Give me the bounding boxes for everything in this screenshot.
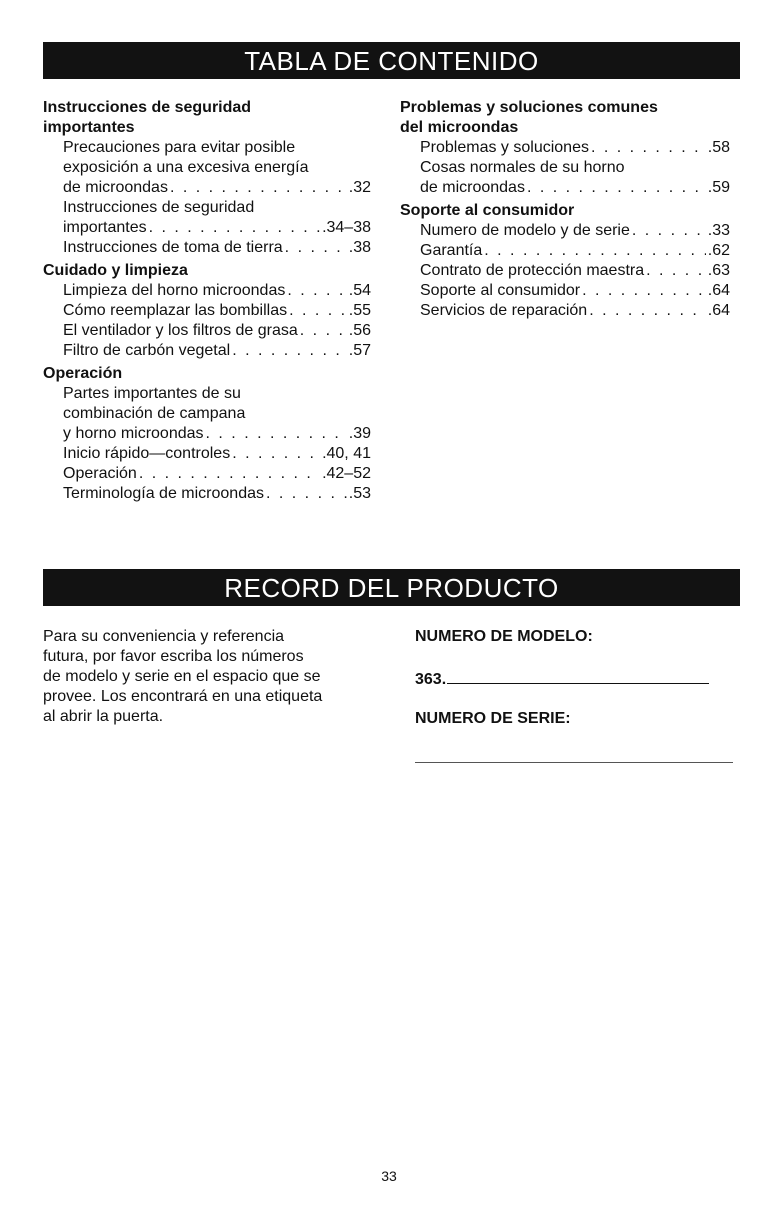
toc-page-ref: .58: [707, 139, 730, 156]
toc-section: [43, 261, 371, 361]
toc-entry-text: Cosas normales de su horno: [420, 159, 625, 176]
dot-leader: [300, 321, 347, 341]
dot-leader: [582, 281, 706, 301]
toc-page-ref: .53: [348, 485, 371, 502]
model-number-field: [415, 669, 709, 689]
toc-entry-final-line: [420, 221, 730, 241]
toc-right-column: [400, 98, 730, 324]
toc-section: [400, 98, 730, 198]
toc-entry-text: Operación: [63, 465, 137, 482]
toc-entry-text: Servicios de reparación: [420, 302, 588, 319]
toc-page-ref: .38: [348, 239, 371, 256]
toc-entry-final-line: [63, 484, 371, 504]
toc-entry-text: importantes: [63, 219, 147, 236]
dot-leader: [206, 424, 347, 444]
toc-entry: [400, 241, 730, 261]
toc-entry-text: de microondas: [420, 179, 525, 196]
toc-section: [43, 98, 371, 258]
toc-entry-text: Contrato de protección maestra: [420, 262, 645, 279]
toc-entry-text: Terminología de microondas: [63, 485, 264, 502]
toc-entry-final-line: [63, 424, 371, 444]
dot-leader: [484, 241, 705, 261]
toc-page-ref: .33: [707, 222, 730, 239]
toc-page-ref: .32: [348, 179, 371, 196]
toc-entry-final-line: [63, 444, 371, 464]
toc-entry-text: Instrucciones de seguridad: [63, 199, 255, 216]
toc-entry-text: Limpieza del horno microondas: [63, 282, 286, 299]
toc-entry-text: y horno microondas: [63, 425, 204, 442]
toc-entry: [43, 484, 371, 504]
dot-leader: [266, 484, 347, 504]
dot-leader: [149, 218, 320, 238]
toc-entry-text: Cómo reemplazar las bombillas: [63, 302, 288, 319]
toc-section-title: importantes: [43, 119, 135, 136]
toc-entry-final-line: [63, 341, 371, 361]
dot-leader: [591, 138, 706, 158]
toc-page-ref: .63: [707, 262, 730, 279]
toc-entry-text: exposición a una excesiva energía: [63, 159, 309, 176]
dot-leader: [232, 444, 320, 464]
toc-entry: [400, 138, 730, 158]
model-number-prefix: 363.: [415, 671, 447, 688]
toc-section-title: Cuidado y limpieza: [43, 262, 188, 279]
toc-page-ref: .34–38: [322, 219, 371, 236]
toc-page-ref: .64: [707, 282, 730, 299]
serial-number-blank-line: [415, 762, 733, 763]
toc-entry-text: Numero de modelo y de serie: [420, 222, 630, 239]
dot-leader: [632, 221, 706, 241]
toc-section-title: Problemas y soluciones comunes: [400, 99, 658, 116]
record-instructions: [43, 627, 373, 727]
toc-page-ref: .40, 41: [322, 445, 371, 462]
toc-entry: [43, 301, 371, 321]
toc-page-ref: .56: [348, 322, 371, 339]
toc-entry-final-line: [420, 281, 730, 301]
toc-entry-text: Instrucciones de toma de tierra: [63, 239, 283, 256]
dot-leader: [646, 261, 706, 281]
dot-leader: [139, 464, 320, 484]
toc-entry-text: El ventilador y los filtros de grasa: [63, 322, 298, 339]
toc-entry-final-line: [420, 178, 730, 198]
dot-leader: [527, 178, 706, 198]
toc-entry-text: combinación de campana: [63, 405, 246, 422]
toc-entry-final-line: [63, 321, 371, 341]
record-text-line: futura, por favor escriba los números: [43, 648, 304, 665]
toc-entry-final-line: [63, 281, 371, 301]
toc-page-ref: .59: [707, 179, 730, 196]
toc-entry: [400, 221, 730, 241]
toc-section-title: del microondas: [400, 119, 519, 136]
record-text-line: provee. Los encontrará en una etiqueta: [43, 688, 323, 705]
dot-leader: [589, 301, 706, 321]
toc-entry-final-line: [63, 218, 371, 238]
toc-page-ref: .39: [348, 425, 371, 442]
toc-entry-final-line: [63, 178, 371, 198]
toc-entry: [43, 198, 371, 238]
toc-entry-final-line: [63, 301, 371, 321]
toc-entry-text: Problemas y soluciones: [420, 139, 589, 156]
dot-leader: [285, 238, 347, 258]
toc-page-ref: .42–52: [322, 465, 371, 482]
page-number: 33: [381, 1168, 397, 1184]
dot-leader: [287, 281, 346, 301]
toc-entry-final-line: [63, 464, 371, 484]
toc-entry: [43, 464, 371, 484]
record-text-line: Para su conveniencia y referencia: [43, 628, 285, 645]
toc-page-ref: .64: [707, 302, 730, 319]
toc-section: [400, 201, 730, 321]
dot-leader: [170, 178, 347, 198]
record-text-line: de modelo y serie en el espacio que se: [43, 668, 321, 685]
serial-number-label: NUMERO DE SERIE:: [415, 710, 571, 727]
record-text-line: al abrir la puerta.: [43, 708, 164, 725]
toc-entry-final-line: [420, 138, 730, 158]
toc-entry: [43, 444, 371, 464]
toc-entry-text: Precauciones para evitar posible: [63, 139, 296, 156]
toc-entry: [400, 281, 730, 301]
dot-leader: [232, 341, 347, 361]
toc-section: [43, 364, 371, 504]
toc-entry-final-line: [420, 241, 730, 261]
toc-entry-final-line: [420, 261, 730, 281]
toc-entry: [43, 321, 371, 341]
toc-entry: [43, 238, 371, 258]
toc-page-ref: .57: [348, 342, 371, 359]
toc-entry-final-line: [420, 301, 730, 321]
toc-entry: [400, 301, 730, 321]
toc-entry-text: Inicio rápido—controles: [63, 445, 231, 462]
toc-entry-text: de microondas: [63, 179, 168, 196]
toc-entry-text: Partes importantes de su: [63, 385, 241, 402]
toc-entry: [43, 341, 371, 361]
toc-section-title: Soporte al consumidor: [400, 202, 575, 219]
toc-entry-text: Soporte al consumidor: [420, 282, 581, 299]
dot-leader: [289, 301, 347, 321]
toc-page-ref: .54: [348, 282, 371, 299]
toc-entry-text: Garantía: [420, 242, 483, 259]
model-number-label: NUMERO DE MODELO:: [415, 628, 593, 645]
toc-entry: [400, 158, 730, 198]
toc-title-banner: [43, 42, 740, 79]
toc-left-column: [43, 98, 371, 507]
record-title: RECORD DEL PRODUCTO: [224, 572, 559, 603]
model-number-blank-line: [447, 669, 709, 684]
toc-entry: [400, 261, 730, 281]
record-title-banner: [43, 569, 740, 606]
toc-page-ref: .62: [707, 242, 730, 259]
toc-entry: [43, 384, 371, 444]
toc-entry-final-line: [63, 238, 371, 258]
toc-entry: [43, 138, 371, 198]
toc-title: TABLA DE CONTENIDO: [244, 45, 539, 76]
toc-section-title: Operación: [43, 365, 123, 382]
toc-page-ref: .55: [348, 302, 371, 319]
toc-entry: [43, 281, 371, 301]
toc-entry-text: Filtro de carbón vegetal: [63, 342, 231, 359]
toc-section-title: Instrucciones de seguridad: [43, 99, 252, 116]
